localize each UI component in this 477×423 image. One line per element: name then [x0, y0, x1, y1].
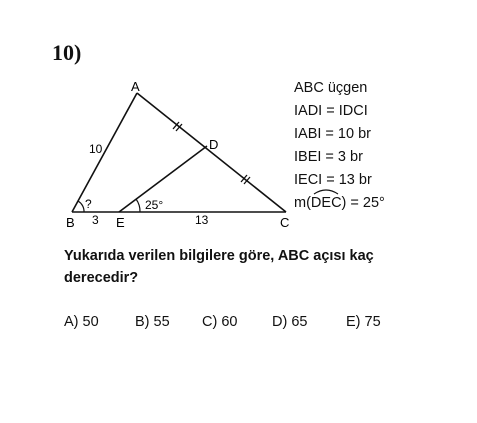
- angle-name-with-arc: [311, 192, 342, 215]
- side-ac: [137, 93, 286, 212]
- angle-name: DEC: [310, 195, 342, 211]
- choice-d[interactable]: D) 65: [272, 314, 308, 330]
- label-a: A: [131, 79, 140, 94]
- given-info: [294, 77, 385, 215]
- label-seg-ec: 13: [195, 213, 209, 227]
- arc-hat-icon: [311, 186, 341, 196]
- given-line-5: IECI = 13 br: [294, 172, 372, 188]
- choice-b[interactable]: B) 55: [135, 314, 170, 330]
- given-line-4: IBEI = 3 br: [294, 149, 363, 165]
- question-text: Yukarıda verilen bilgilere göre, ABC açısı kaç derecedir?: [64, 248, 374, 286]
- choice-c[interactable]: C) 60: [202, 314, 238, 330]
- question-number: 10): [52, 40, 82, 65]
- label-e: E: [116, 215, 125, 230]
- label-c: C: [280, 215, 290, 230]
- given-line-3: IABI = 10 br: [294, 126, 371, 142]
- given-line-2: IADI = IDCI: [294, 103, 368, 119]
- given-line-6: [294, 192, 385, 215]
- angle-measure-prefix: m(: [294, 195, 311, 211]
- angle-e-arc: [136, 199, 140, 212]
- angle-b-arc: [78, 201, 84, 212]
- choice-e[interactable]: E) 75: [346, 314, 381, 330]
- label-seg-be: 3: [92, 213, 99, 227]
- label-angle-b: ?: [85, 197, 92, 211]
- label-b: B: [66, 215, 75, 230]
- label-angle-e: 25°: [145, 198, 164, 212]
- choice-a[interactable]: A) 50: [64, 314, 99, 330]
- label-d: D: [209, 137, 219, 152]
- given-line-1: ABC üçgen: [294, 80, 368, 96]
- side-ab: [72, 93, 137, 212]
- angle-measure-suffix: ) = 25°: [341, 195, 385, 211]
- label-side-ab: 10: [89, 142, 103, 156]
